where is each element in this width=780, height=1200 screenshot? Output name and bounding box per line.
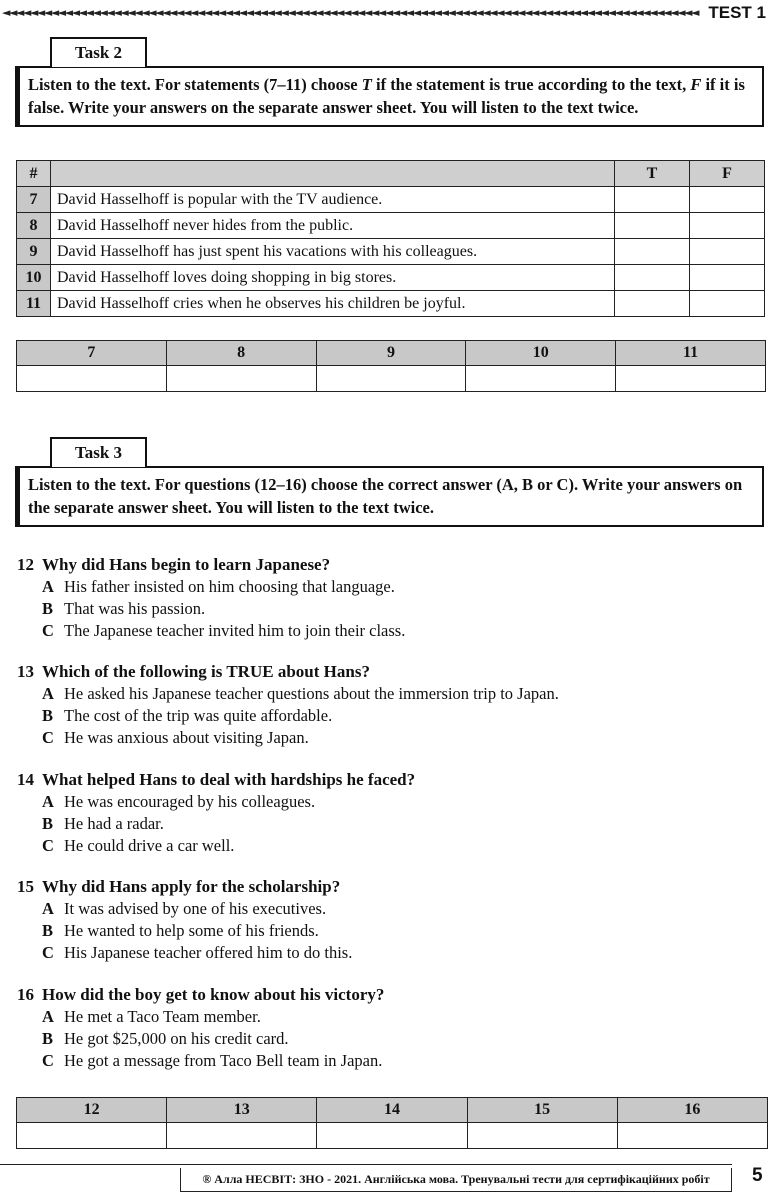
statement-num: 8 <box>17 213 51 239</box>
answer-cell[interactable] <box>467 1123 617 1149</box>
question-text: What helped Hans to deal with hardships he faced? <box>42 770 416 789</box>
answer-grid-label: 10 <box>466 341 616 366</box>
answer-grid-header <box>17 1098 768 1123</box>
answer-f-cell[interactable] <box>690 187 765 213</box>
task2-instruction-t: T <box>361 75 372 94</box>
answer-f-cell[interactable] <box>690 239 765 265</box>
answer-f-cell[interactable] <box>690 265 765 291</box>
statement-text: David Hasselhoff never hides from the public. <box>51 213 615 239</box>
statement-row <box>17 213 765 239</box>
statement-row <box>17 187 765 213</box>
statement-text: David Hasselhoff cries when he observes his children be joyful. <box>51 291 615 317</box>
answer-grid-label: 7 <box>17 341 167 366</box>
option-text: The Japanese teacher invited him to join their class. <box>64 621 406 640</box>
statement-row <box>17 239 765 265</box>
answer-cell[interactable] <box>617 1123 767 1149</box>
answer-grid-header <box>17 341 766 366</box>
option-a[interactable] <box>17 791 757 813</box>
answer-t-cell[interactable] <box>615 213 690 239</box>
option-text: He asked his Japanese teacher questions about the immersion trip to Japan. <box>64 684 559 703</box>
option-letter: A <box>42 577 54 596</box>
arrow-decoration: ◄◄◄◄◄◄◄◄◄◄◄◄◄◄◄◄◄◄◄◄◄◄◄◄◄◄◄◄◄◄◄◄◄◄◄◄◄◄◄◄◄◄◄◄◄◄◄◄◄◄◄◄◄◄◄◄◄◄◄◄◄◄◄◄◄◄◄◄◄◄◄◄◄◄◄◄◄◄◄◄◄◄◄◄◄◄◄◄◄◄◄◄◄◄◄◄◄◄◄◄ <box>2 6 698 19</box>
answer-t-cell[interactable] <box>615 291 690 317</box>
task2-instruction-f: F <box>690 75 702 94</box>
option-c[interactable] <box>17 942 757 964</box>
answer-grid-label: 16 <box>617 1098 767 1123</box>
option-b[interactable] <box>17 1028 757 1050</box>
question-title <box>17 554 757 576</box>
question-title <box>17 661 757 683</box>
option-letter: B <box>42 921 54 940</box>
question-14 <box>17 769 757 857</box>
statement-num: 9 <box>17 239 51 265</box>
answer-cell[interactable] <box>167 1123 317 1149</box>
answer-grid-label: 11 <box>616 341 766 366</box>
answer-grid-label: 13 <box>167 1098 317 1123</box>
question-text: Why did Hans apply for the scholarship? <box>42 877 341 896</box>
option-c[interactable] <box>17 835 757 857</box>
option-letter: A <box>42 684 54 703</box>
option-text: He was encouraged by his colleagues. <box>64 792 316 811</box>
task2-answer-grid <box>16 340 766 392</box>
header-num: # <box>17 161 51 187</box>
option-letter: A <box>42 1007 54 1026</box>
option-text: His Japanese teacher offered him to do this. <box>64 943 353 962</box>
task2-instruction-part1: Listen to the text. For statements (7–11) choose <box>28 75 362 94</box>
header-t: T <box>615 161 690 187</box>
task3-instruction: Listen to the text. For questions (12–16) choose the correct answer (A, B or C). Write your answers on the separate answer sheet. You will listen to the text twice. <box>15 466 764 527</box>
question-number: 13 <box>17 662 34 681</box>
header-statement <box>51 161 615 187</box>
task3-answer-grid <box>16 1097 768 1149</box>
question-15 <box>17 876 757 964</box>
statements-table <box>16 160 765 317</box>
answer-cell[interactable] <box>166 366 316 392</box>
option-a[interactable] <box>17 576 757 598</box>
statement-text: David Hasselhoff has just spent his vacations with his colleagues. <box>51 239 615 265</box>
footer-divider <box>0 1164 732 1165</box>
answer-t-cell[interactable] <box>615 239 690 265</box>
answer-grid-label: 14 <box>317 1098 467 1123</box>
option-text: He got $25,000 on his credit card. <box>64 1029 289 1048</box>
question-text: Which of the following is TRUE about Hans? <box>42 662 370 681</box>
answer-grid-label: 9 <box>316 341 466 366</box>
question-12 <box>17 554 757 642</box>
question-number: 16 <box>17 985 34 1004</box>
option-letter: C <box>42 728 54 747</box>
statement-text: David Hasselhoff is popular with the TV audience. <box>51 187 615 213</box>
answer-f-cell[interactable] <box>690 291 765 317</box>
answer-grid-row <box>17 366 766 392</box>
statement-num: 7 <box>17 187 51 213</box>
task2-instruction-part3: if it is false. Write your answers on the separate answer sheet. You will listen to the text twice. <box>28 75 745 117</box>
question-title <box>17 984 757 1006</box>
option-text: He was anxious about visiting Japan. <box>64 728 309 747</box>
option-text: He had a radar. <box>64 814 164 833</box>
question-text: How did the boy get to know about his victory? <box>42 985 385 1004</box>
option-text: The cost of the trip was quite affordable. <box>64 706 333 725</box>
answer-t-cell[interactable] <box>615 187 690 213</box>
option-text: That was his passion. <box>64 599 206 618</box>
statement-text: David Hasselhoff loves doing shopping in big stores. <box>51 265 615 291</box>
statement-row <box>17 265 765 291</box>
option-a[interactable] <box>17 1006 757 1028</box>
statements-header-row <box>17 161 765 187</box>
option-text: He could drive a car well. <box>64 836 235 855</box>
statement-num: 11 <box>17 291 51 317</box>
option-text: He wanted to help some of his friends. <box>64 921 319 940</box>
page-header <box>0 0 780 30</box>
option-b[interactable] <box>17 598 757 620</box>
option-letter: C <box>42 943 54 962</box>
question-number: 14 <box>17 770 34 789</box>
question-13 <box>17 661 757 749</box>
answer-cell[interactable] <box>316 366 466 392</box>
option-letter: B <box>42 599 54 618</box>
option-letter: A <box>42 792 54 811</box>
answer-cell[interactable] <box>17 1123 167 1149</box>
answer-grid-label: 15 <box>467 1098 617 1123</box>
option-c[interactable] <box>17 620 757 642</box>
page-number: 5 <box>752 1165 763 1186</box>
test-label: TEST 1 <box>708 3 766 22</box>
option-a[interactable] <box>17 683 757 705</box>
task2-instruction <box>15 66 764 127</box>
answer-grid-row <box>17 1123 768 1149</box>
answer-t-cell[interactable] <box>615 265 690 291</box>
task2-instruction-part2: if the statement is true according to the text, <box>371 75 691 94</box>
option-b[interactable] <box>17 705 757 727</box>
option-letter: A <box>42 899 54 918</box>
answer-grid-label: 12 <box>17 1098 167 1123</box>
option-text: He got a message from Taco Bell team in Japan. <box>64 1051 383 1070</box>
question-text: Why did Hans begin to learn Japanese? <box>42 555 331 574</box>
option-c[interactable] <box>17 1050 757 1072</box>
option-letter: C <box>42 1051 54 1070</box>
option-b[interactable] <box>17 920 757 942</box>
option-letter: B <box>42 1029 54 1048</box>
option-text: It was advised by one of his executives. <box>64 899 327 918</box>
header-f: F <box>690 161 765 187</box>
question-number: 15 <box>17 877 34 896</box>
option-letter: C <box>42 836 54 855</box>
question-title <box>17 876 757 898</box>
answer-cell[interactable] <box>17 366 167 392</box>
question-title <box>17 769 757 791</box>
statement-num: 10 <box>17 265 51 291</box>
answer-cell[interactable] <box>616 366 766 392</box>
task2-tab: Task 2 <box>50 37 147 67</box>
option-c[interactable] <box>17 727 757 749</box>
option-a[interactable] <box>17 898 757 920</box>
footer-copyright: ® Алла НЕСВІТ: ЗНО - 2021. Англійська мова. Тренувальні тести для сертифікаційних робіт <box>180 1168 732 1192</box>
question-16 <box>17 984 757 1072</box>
question-number: 12 <box>17 555 34 574</box>
answer-grid-label: 8 <box>166 341 316 366</box>
statement-row <box>17 291 765 317</box>
option-letter: B <box>42 814 54 833</box>
option-text: He met a Taco Team member. <box>64 1007 261 1026</box>
option-text: His father insisted on him choosing that language. <box>64 577 395 596</box>
answer-f-cell[interactable] <box>690 213 765 239</box>
task3-tab: Task 3 <box>50 437 147 467</box>
option-letter: B <box>42 706 54 725</box>
option-letter: C <box>42 621 54 640</box>
option-b[interactable] <box>17 813 757 835</box>
answer-cell[interactable] <box>466 366 616 392</box>
answer-cell[interactable] <box>317 1123 467 1149</box>
